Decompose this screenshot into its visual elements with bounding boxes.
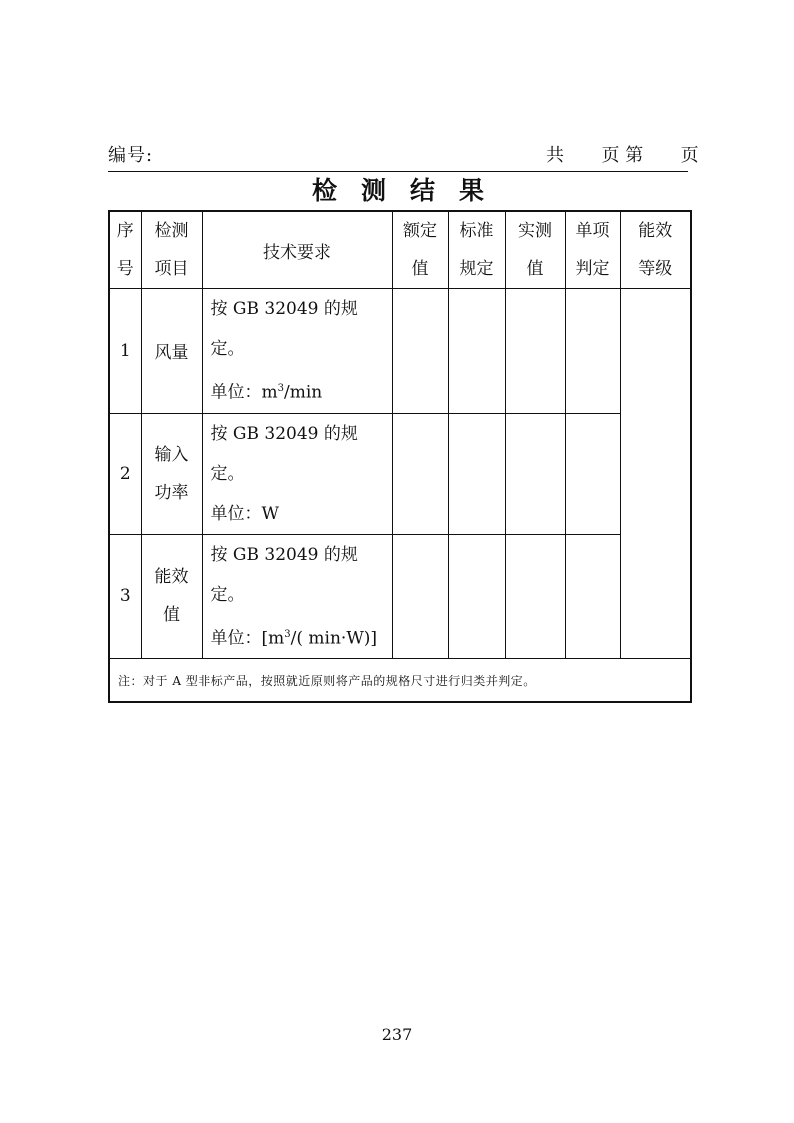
row-requirement: 按 GB 32049 的规定。 单位：$m^3/\min$ (202, 289, 392, 414)
measured-value-cell[interactable] (505, 413, 565, 534)
col-header-item: 检测 项目 (141, 211, 202, 289)
standard-value-cell[interactable] (448, 289, 505, 414)
measured-value-cell[interactable] (505, 289, 565, 414)
header-rule (108, 171, 688, 172)
page-unit-1: 页 (601, 145, 620, 166)
table-note: 注：对于 A 型非标产品，按照就近原则将产品的规格尺寸进行归类并判定。 (109, 659, 691, 703)
table-row (109, 289, 691, 414)
col-header-requirement: 技术要求 (202, 211, 392, 289)
row-index: 1 (109, 289, 141, 414)
col-header-index: 序 号 (109, 211, 141, 289)
row-item: 输入 功率 (141, 413, 202, 534)
energy-grade-cell[interactable] (620, 289, 691, 659)
page-label: 第 (625, 145, 644, 166)
judgement-cell[interactable] (565, 289, 620, 414)
row-index: 3 (109, 534, 141, 659)
row-requirement: 按 GB 32049 的规定。 单位：W (202, 413, 392, 534)
row-requirement: 按 GB 32049 的规定。 单位：[$m^3/$( min·W)] (202, 534, 392, 659)
standard-value-cell[interactable] (448, 534, 505, 659)
col-header-rated: 额定 值 (392, 211, 448, 289)
page-number: 237 (381, 1025, 413, 1044)
row-index: 2 (109, 413, 141, 534)
rated-value-cell[interactable] (392, 289, 448, 414)
row-item: 风量 (141, 289, 202, 414)
col-header-measured: 实测 值 (505, 211, 565, 289)
rated-value-cell[interactable] (392, 413, 448, 534)
judgement-cell[interactable] (565, 413, 620, 534)
table-header-row (109, 211, 691, 289)
standard-value-cell[interactable] (448, 413, 505, 534)
table-row (109, 413, 691, 534)
total-label: 共 (546, 145, 564, 166)
page-count-label (546, 141, 699, 167)
col-header-judgement: 单项 判定 (565, 211, 620, 289)
note-row (109, 659, 691, 703)
results-table (108, 210, 692, 703)
row-item: 能效 值 (141, 534, 202, 659)
number-label: 编号: (108, 145, 154, 166)
table-row (109, 534, 691, 659)
measured-value-cell[interactable] (505, 534, 565, 659)
rated-value-cell[interactable] (392, 534, 448, 659)
judgement-cell[interactable] (565, 534, 620, 659)
col-header-standard: 标准 规定 (448, 211, 505, 289)
col-header-grade: 能效 等级 (620, 211, 691, 289)
document-title: 检测结果 (311, 176, 508, 205)
page-unit-2: 页 (680, 145, 699, 166)
